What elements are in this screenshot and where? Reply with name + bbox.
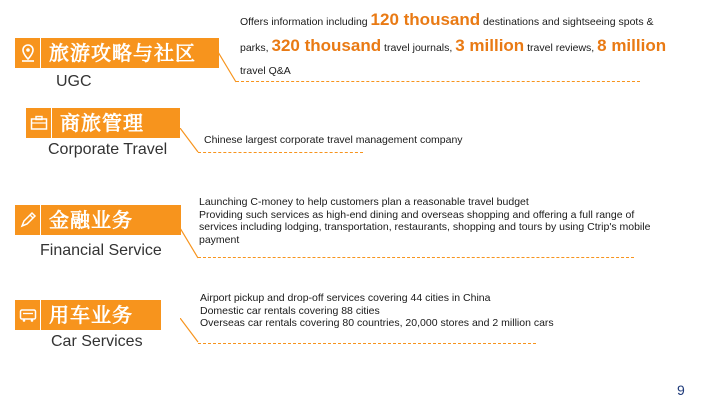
section-title-zh: 用车业务 [49,303,133,327]
section-title-en: Car Services [51,333,143,350]
section-tab-ugc [15,38,219,68]
connector-line [218,52,238,86]
section-description-ugc: Offers information including 120 thousand destinations and sightseeing spots & parks, 320 thousand travel journals, 3 million travel reviews, 8 million travel Q&A [240,10,667,77]
section-title-zh: 金融业务 [49,208,133,232]
section-tab-car [15,300,161,330]
section-title-en: Corporate Travel [48,141,168,158]
section-title-en: Financial Service [40,242,162,259]
section-title-en: UGC [56,73,92,90]
section-title-zh: 商旅管理 [60,111,144,135]
briefcase-icon [26,108,52,138]
connector-line [180,128,224,158]
dashed-underline [198,257,634,258]
car-icon [15,300,41,330]
page-number: 9 [677,382,685,398]
dashed-underline [236,81,640,82]
dashed-underline [198,343,536,344]
section-description-corporate: Chinese largest corporate travel management company [204,134,463,146]
location-pin-icon [15,38,41,68]
section-tab-financial [15,205,181,235]
pen-icon [15,205,41,235]
section-tab-corporate [26,108,180,138]
section-title-zh: 旅游攻略与社区 [49,41,196,65]
section-description-car: Airport pickup and drop-off services covering 44 cities in China Domestic car rentals covering 88 cities Overseas car rentals covering 80 countries, 20,000 stores and 2 million cars [200,292,554,329]
dashed-underline [198,152,363,153]
section-description-financial: Launching C-money to help customers plan a reasonable travel budget Providing such services as high-end dining and overseas shopping and offering a full range of services including lodging, transportation, restaurants, shopping and tours by using Ctrip's mobile payment [199,196,651,246]
